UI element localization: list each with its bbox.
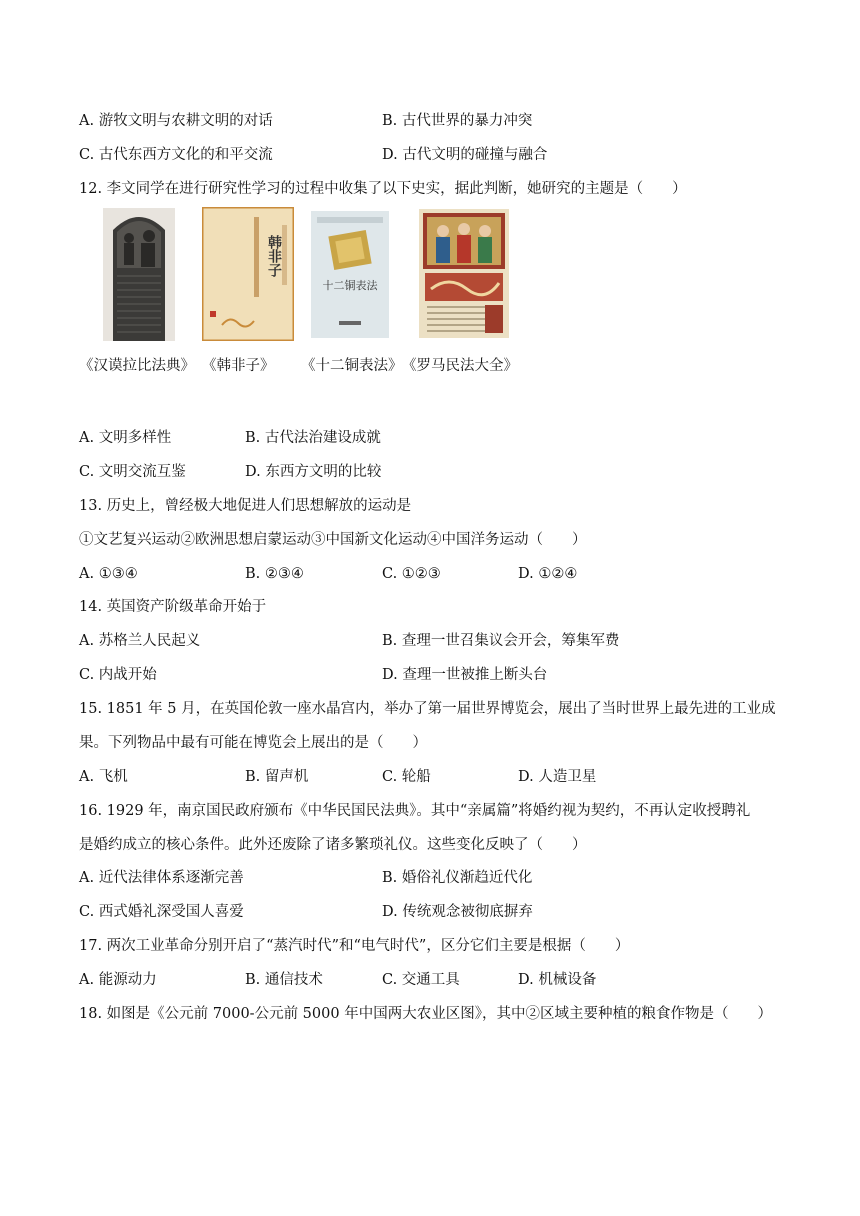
q13-option-a: A. ①③④ <box>79 566 138 582</box>
twelve-tables-book-title: 十二铜表法 <box>322 279 378 292</box>
q12-option-b: B. 古代法治建设成就 <box>245 430 381 446</box>
q15-option-c: C. 轮船 <box>382 769 431 785</box>
q13-stem: 13. 历史上，曾经极大地促进人们思想解放的运动是 <box>79 498 412 514</box>
q15-stem: 15. 1851 年 5 月，在英国伦敦一座水晶宫内，举办了第一届世界博览会，展出了当时世界上最先进的工业成 <box>79 701 776 717</box>
q11-option-d: D. 古代文明的碰撞与融合 <box>382 147 548 163</box>
q16-stem: 16. 1929 年，南京国民政府颁布《中华民国民法典》。其中“亲属篇”将婚约视为契约，不再认定收授聘礼 <box>79 803 751 819</box>
q15-option-d: D. 人造卫星 <box>518 769 597 785</box>
q15-stem-continued: 果。下列物品中最有可能在博览会上展出的是（ ） <box>79 735 427 751</box>
hanfeizi-book-image <box>202 207 294 341</box>
q17-option-c: C. 交通工具 <box>382 972 460 988</box>
q16-option-a: A. 近代法律体系逐渐完善 <box>79 870 244 886</box>
q14-option-b: B. 查理一世召集议会开会，筹集军费 <box>382 633 620 649</box>
caption-twelve-tables: 《十二铜表法》 <box>301 358 403 374</box>
caption-corpus-juris: 《罗马民法大全》 <box>402 358 518 374</box>
caption-hammurabi-code: 《汉谟拉比法典》 <box>79 358 195 374</box>
q16-option-c: C. 西式婚礼深受国人喜爱 <box>79 904 244 920</box>
q16-option-b: B. 婚俗礼仪渐趋近代化 <box>382 870 533 886</box>
caption-hanfeizi: 《韩非子》 <box>202 358 275 374</box>
q14-option-a: A. 苏格兰人民起义 <box>79 633 201 649</box>
q14-stem: 14. 英国资产阶级革命开始于 <box>79 599 267 615</box>
q17-option-a: A. 能源动力 <box>79 972 157 988</box>
corpus-juris-manuscript-image <box>419 209 509 338</box>
q15-option-b: B. 留声机 <box>245 769 309 785</box>
q14-option-d: D. 查理一世被推上断头台 <box>382 667 548 683</box>
hammurabi-stele-image <box>103 208 175 341</box>
q14-option-c: C. 内战开始 <box>79 667 157 683</box>
q17-stem: 17. 两次工业革命分别开启了“蒸汽时代”和“电气时代”，区分它们主要是根据（ ） <box>79 938 630 954</box>
q11-option-a: A. 游牧文明与农耕文明的对话 <box>79 113 273 129</box>
q13-option-b: B. ②③④ <box>245 566 304 582</box>
q12-option-a: A. 文明多样性 <box>79 430 172 446</box>
q11-option-b: B. 古代世界的暴力冲突 <box>382 113 533 129</box>
twelve-tables-book-image <box>311 211 389 338</box>
q13-option-c: C. ①②③ <box>382 566 441 582</box>
q13-stem-continued: ①文艺复兴运动②欧洲思想启蒙运动③中国新文化运动④中国洋务运动（ ） <box>79 532 587 548</box>
q12-option-c: C. 文明交流互鉴 <box>79 464 186 480</box>
q17-option-b: B. 通信技术 <box>245 972 323 988</box>
q13-option-d: D. ①②④ <box>518 566 578 582</box>
q11-option-c: C. 古代东西方文化的和平交流 <box>79 147 273 163</box>
hanfeizi-book-title: 韩非子 <box>266 235 282 277</box>
q12-option-d: D. 东西方文明的比较 <box>245 464 382 480</box>
q18-stem: 18. 如图是《公元前 7000-公元前 5000 年中国两大农业区图》，其中②区域主要种植的粮食作物是（ ） <box>79 1006 772 1022</box>
q17-option-d: D. 机械设备 <box>518 972 597 988</box>
q16-stem-continued: 是婚约成立的核心条件。此外还废除了诸多繁琐礼仪。这些变化反映了（ ） <box>79 837 587 853</box>
q15-option-a: A. 飞机 <box>79 769 128 785</box>
q16-option-d: D. 传统观念被彻底摒弃 <box>382 904 533 920</box>
q12-stem: 12. 李文同学在进行研究性学习的过程中收集了以下史实，据此判断，她研究的主题是（ ） <box>79 181 687 197</box>
